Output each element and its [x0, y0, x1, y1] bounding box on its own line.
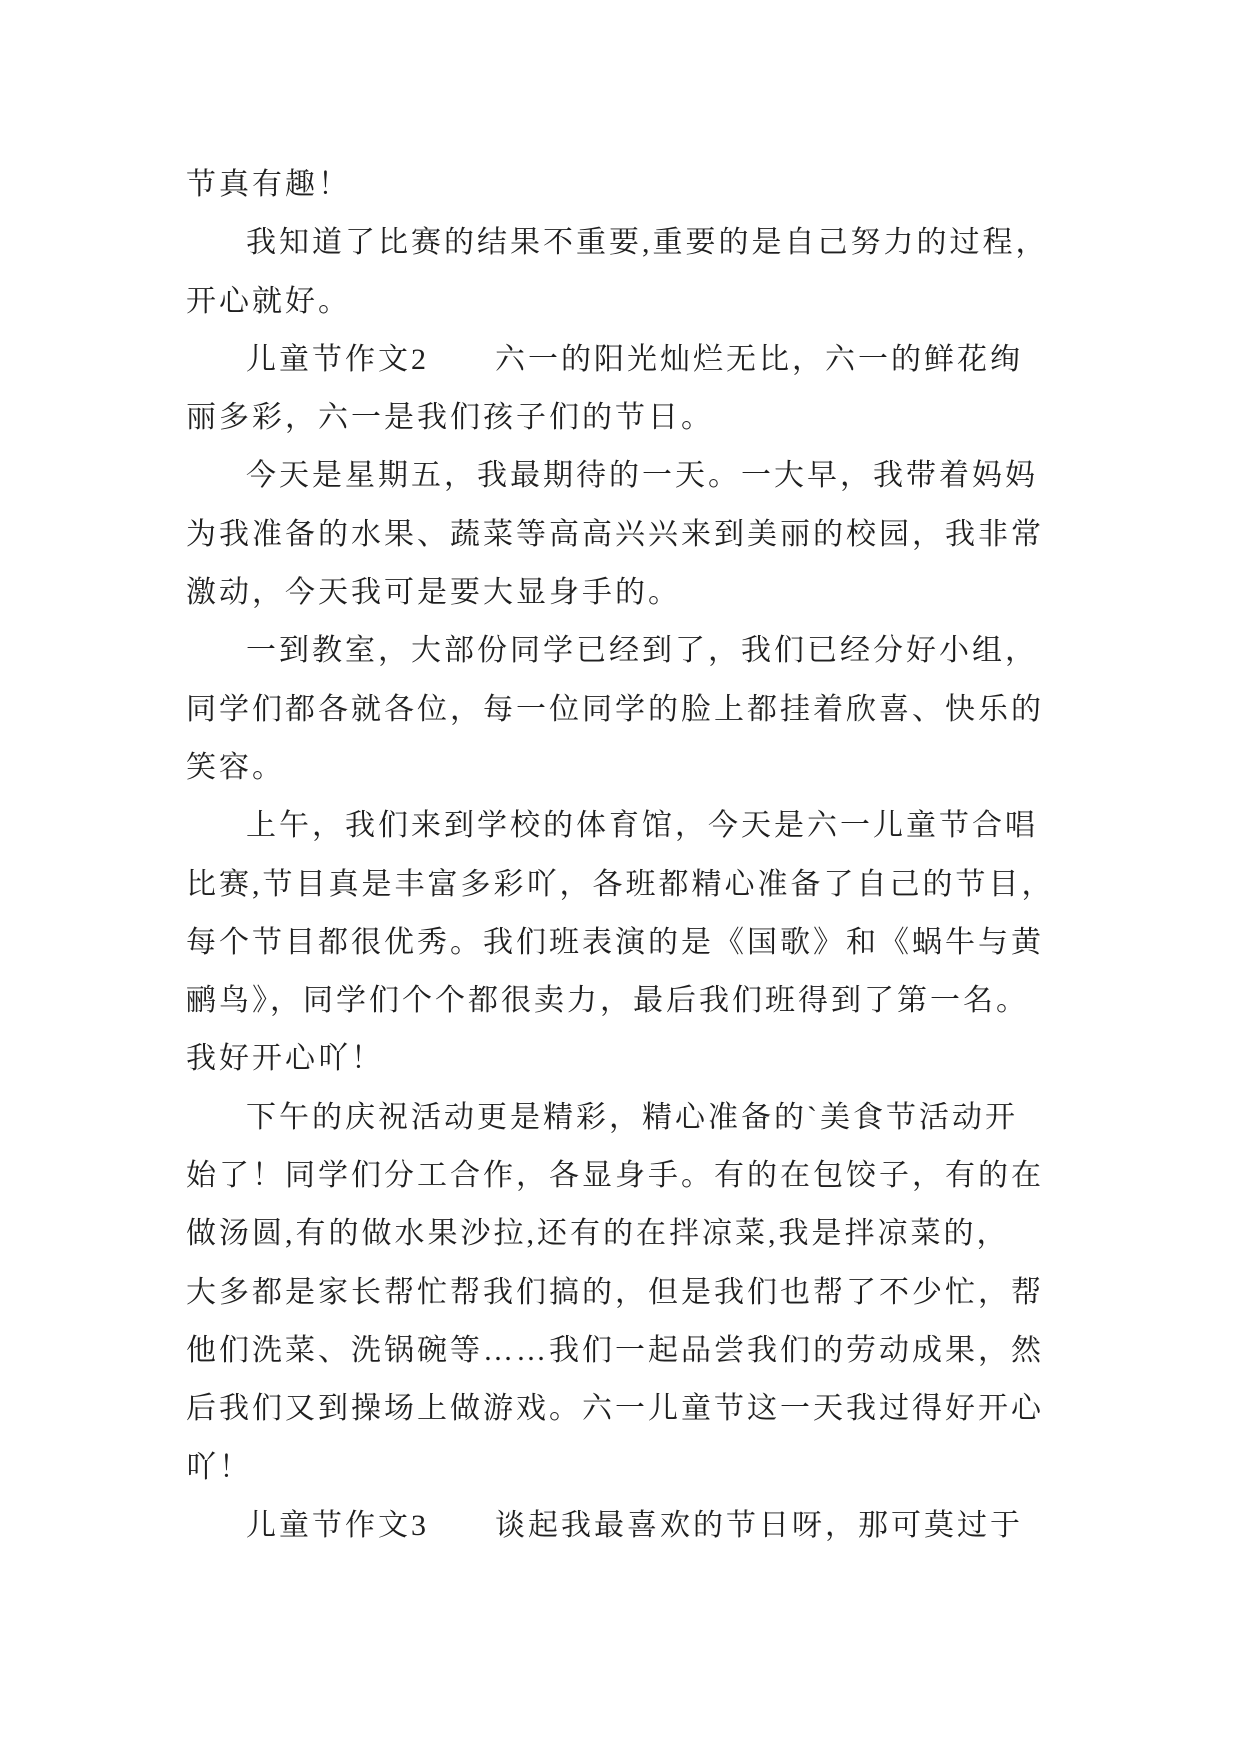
- text-line: 他们洗菜、洗锅碗等……我们一起品尝我们的劳动成果，然: [186, 1333, 1044, 1367]
- text-line: 始了！同学们分工合作，各显身手。有的在包饺子，有的在: [186, 1159, 1044, 1193]
- text-line: 激动，今天我可是要大显身手的。: [186, 576, 681, 610]
- text-line: 我知道了比赛的结果不重要,重要的是自己努力的过程，: [246, 226, 1049, 260]
- text-line: 今天是星期五，我最期待的一天。一大早，我带着妈妈: [246, 459, 1038, 493]
- text-line: 鹂鸟》，同学们个个都很卖力，最后我们班得到了第一名。: [186, 984, 1029, 1018]
- text-line: 笑容。: [186, 750, 285, 784]
- text-line: 吖！: [186, 1450, 252, 1484]
- text-line: 每个节目都很优秀。我们班表演的是《国歌》和《蜗牛与黄: [186, 925, 1044, 959]
- text-line: 我好开心吖！: [186, 1042, 384, 1076]
- text-line: 大多都是家长帮忙帮我们搞的，但是我们也帮了不少忙，帮: [186, 1275, 1044, 1309]
- text-line: 做汤圆,有的做水果沙拉,还有的在拌凉菜,我是拌凉菜的，: [186, 1217, 1010, 1251]
- text-line: 上午，我们来到学校的体育馆，今天是六一儿童节合唱: [246, 809, 1038, 843]
- text-line: 同学们都各就各位，每一位同学的脸上都挂着欣喜、快乐的: [186, 692, 1044, 726]
- text-line: 比赛,节目真是丰富多彩吖，各班都精心准备了自己的节目，: [186, 867, 1055, 901]
- text-line: 节真有趣！: [186, 168, 351, 201]
- text-block: [186, 156, 1086, 1555]
- text-line: 一到教室，大部份同学已经到了，我们已经分好小组，: [246, 634, 1038, 668]
- text-line: 开心就好。: [186, 284, 351, 318]
- text-line: 丽多彩，六一是我们孩子们的节日。: [186, 401, 714, 435]
- text-line: 后我们又到操场上做游戏。六一儿童节这一天我过得好开心: [186, 1392, 1044, 1426]
- text-line: 儿童节作文2 六一的阳光灿烂无比，六一的鲜花绚: [246, 342, 1023, 376]
- text-line: 为我准备的水果、蔬菜等高高兴兴来到美丽的校园，我非常: [186, 517, 1044, 551]
- text-line: 儿童节作文3 谈起我最喜欢的节日呀，那可莫过于: [246, 1508, 1023, 1542]
- text-line: 下午的庆祝活动更是精彩，精心准备的`美食节活动开: [246, 1100, 1018, 1134]
